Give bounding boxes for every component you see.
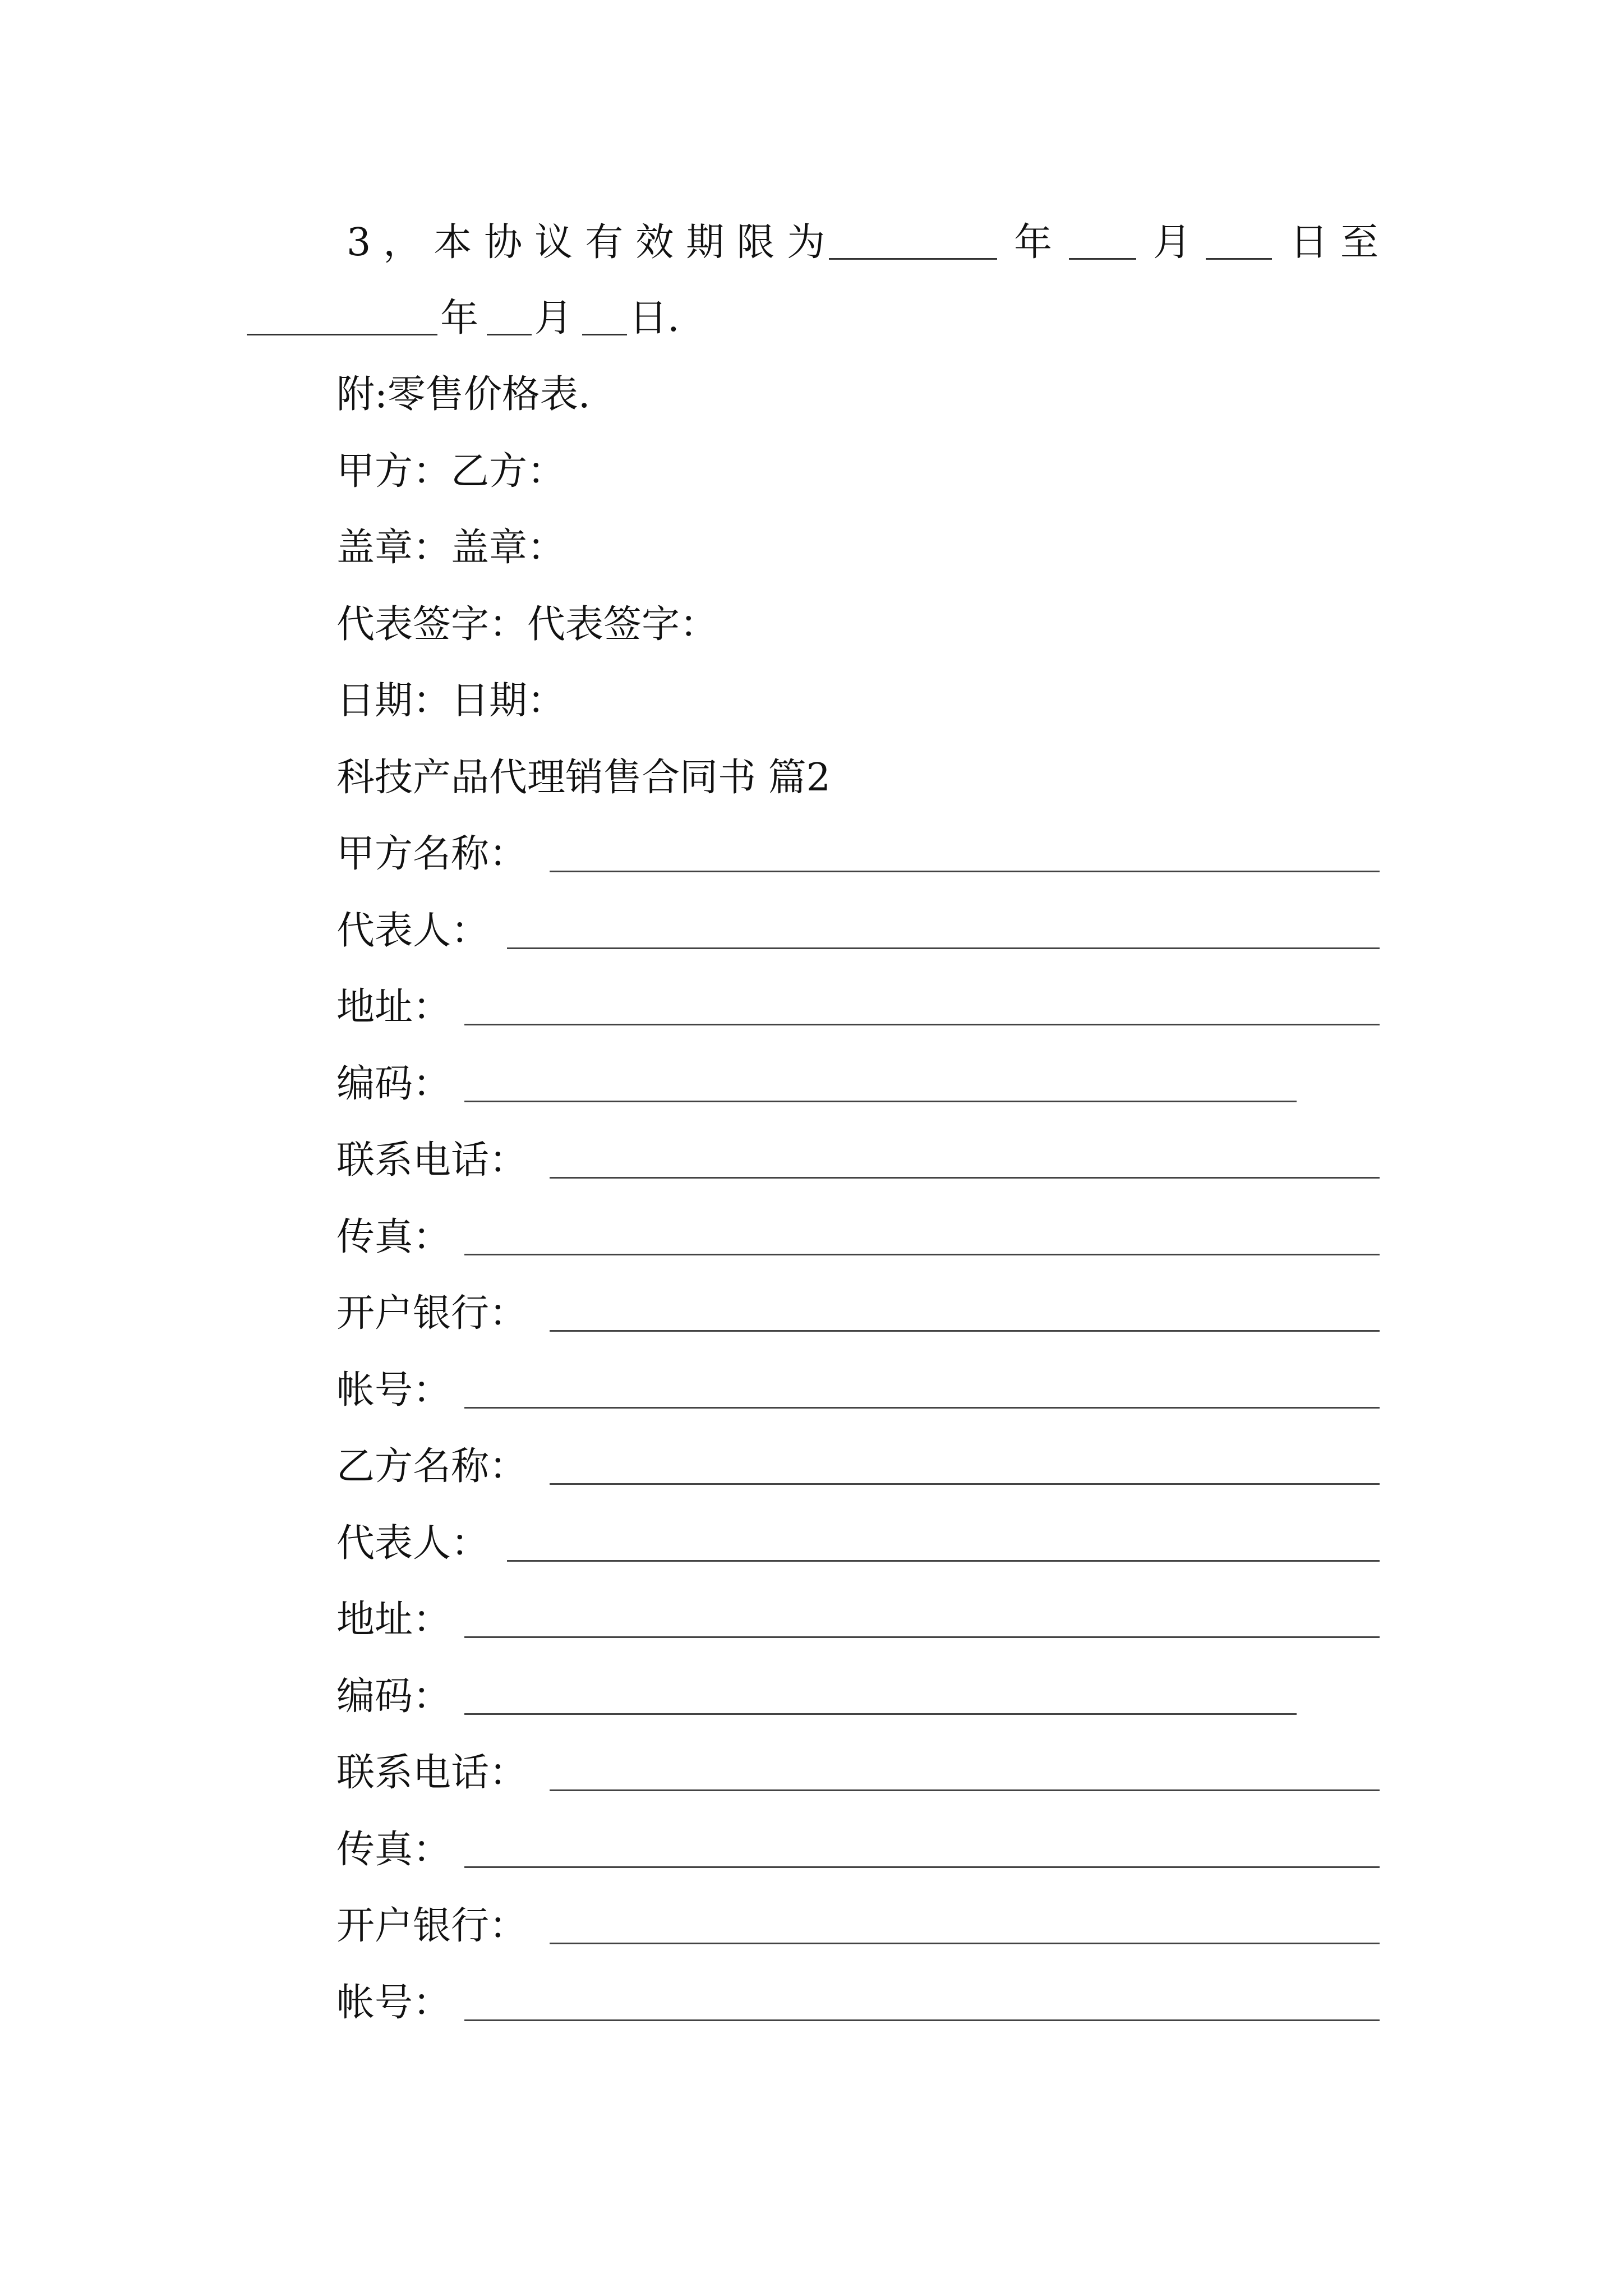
- fill-in-line[interactable]: [550, 1483, 1380, 1485]
- field-label: 编码：: [336, 1674, 451, 1719]
- form-field: [0, 900, 1623, 962]
- form-field: [0, 1283, 1623, 1345]
- year-label-1: 年: [1014, 220, 1053, 265]
- fill-in-line[interactable]: [464, 1024, 1380, 1025]
- fill-in-line[interactable]: [507, 1560, 1380, 1562]
- day-blank-2: [582, 334, 627, 335]
- day-label-2: 日.: [629, 296, 680, 341]
- form-field: [0, 1589, 1623, 1651]
- month-label-1: 月: [1153, 220, 1192, 265]
- fill-in-line[interactable]: [464, 1636, 1380, 1638]
- form-field: [0, 1895, 1623, 1957]
- fill-in-line[interactable]: [550, 871, 1380, 872]
- fill-in-line[interactable]: [464, 1866, 1380, 1868]
- field-label: 地址：: [336, 985, 451, 1029]
- fill-in-line[interactable]: [550, 1177, 1380, 1179]
- date-label: 日期：日期：: [336, 679, 566, 723]
- field-label: 联系电话：: [336, 1751, 528, 1795]
- form-field: [0, 1819, 1623, 1881]
- form-field: [0, 823, 1623, 885]
- year-blank-1: [829, 258, 997, 260]
- field-label: 开户银行：: [336, 1904, 528, 1948]
- field-label: 帐号：: [336, 1368, 451, 1412]
- field-label: 代表人：: [336, 909, 490, 953]
- field-label: 地址：: [336, 1598, 451, 1642]
- form-field: [0, 1742, 1623, 1804]
- fill-in-line[interactable]: [464, 1713, 1297, 1715]
- form-field: [0, 977, 1623, 1038]
- month-blank-1: [1069, 258, 1136, 260]
- day-blank-1: [1206, 258, 1272, 260]
- year-label-2: 年: [440, 296, 479, 341]
- year-blank-2: [247, 334, 437, 335]
- section-title-text: 科技产品代理销售合同书 篇2: [336, 756, 831, 800]
- field-label: 甲方名称：: [336, 832, 528, 876]
- fill-in-line[interactable]: [464, 2019, 1380, 2021]
- fill-in-line[interactable]: [550, 1789, 1380, 1791]
- fill-in-line[interactable]: [550, 1330, 1380, 1332]
- form-field: [0, 1053, 1623, 1115]
- form-field: [0, 1972, 1623, 2034]
- fill-in-line[interactable]: [464, 1254, 1380, 1255]
- day-to-label: 日至: [1290, 220, 1391, 265]
- attachment-text: 附:零售价格表.: [336, 372, 591, 417]
- form-field: [0, 1207, 1623, 1268]
- field-label: 乙方名称：: [336, 1444, 528, 1489]
- field-label: 传真：: [336, 1215, 451, 1259]
- form-field: [0, 1436, 1623, 1498]
- field-label: 开户银行：: [336, 1291, 528, 1336]
- field-label: 联系电话：: [336, 1138, 528, 1182]
- clause3-text: 3，本协议有效期限为: [347, 220, 838, 265]
- representative-signature-label: 代表签字：代表签字：: [336, 602, 718, 647]
- form-field: [0, 1513, 1623, 1575]
- form-field: [0, 1130, 1623, 1191]
- month-blank-2: [487, 334, 532, 335]
- form-field: [0, 1666, 1623, 1728]
- field-label: 传真：: [336, 1828, 451, 1872]
- fill-in-line[interactable]: [464, 1101, 1297, 1102]
- form-field: [0, 1360, 1623, 1421]
- month-label-2: 月: [534, 296, 573, 341]
- fill-in-line[interactable]: [550, 1943, 1380, 1944]
- field-label: 帐号：: [336, 1981, 451, 2025]
- party-label: 甲方：乙方：: [336, 449, 566, 494]
- field-label: 编码：: [336, 1062, 451, 1106]
- fill-in-line[interactable]: [507, 947, 1380, 949]
- seal-label: 盖章：盖章：: [336, 526, 566, 570]
- field-label: 代表人：: [336, 1521, 490, 1566]
- fill-in-line[interactable]: [464, 1407, 1380, 1409]
